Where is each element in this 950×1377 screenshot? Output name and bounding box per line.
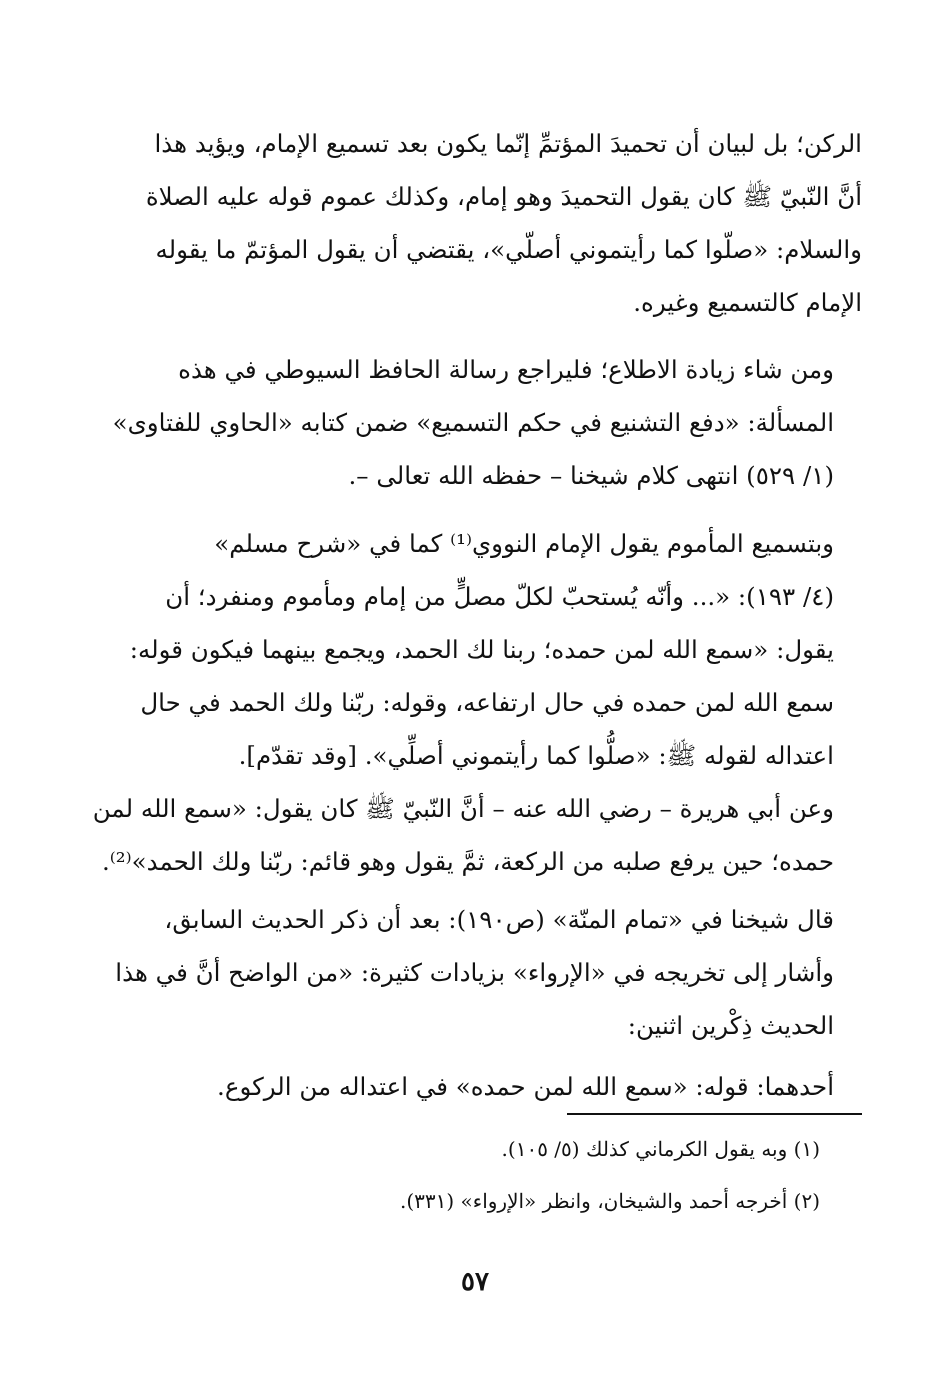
footnote-1: (١) وبه يقول الكرماني كذلك (٥/ ١٠٥). — [501, 1137, 820, 1161]
text-line: وبتسميع المأموم يقول الإمام النووي⁽¹⁾ كما في «شرح مسلم» — [214, 529, 834, 558]
text-line: الحديث ذِكْرين اثنين: — [627, 1011, 834, 1040]
footnote-2: (٢) أخرجه أحمد والشيخان، وانظر «الإرواء» (٣٣١). — [399, 1189, 820, 1213]
paragraph-1 — [85, 117, 862, 329]
text-line: الركن؛ بل لبيان أن تحميدَ المؤتمِّ إنّما يكون بعد تسميع الإمام، ويؤيد هذا — [154, 129, 862, 158]
text-line: ومن شاء زيادة الاطلاع؛ فليراجع رسالة الحافظ السيوطي في هذه — [178, 355, 834, 384]
page-number: ٥٧ — [461, 1267, 489, 1297]
text-line: (١/ ٥٢٩) انتهى كلام شيخنا – حفظه الله تعالى –. — [348, 461, 834, 490]
text-line: يقول: «سمع الله لمن حمده؛ ربنا لك الحمد، ويجمع بينهما فيكون قوله: — [129, 635, 834, 664]
text-line: المسألة: «دفع التشنيع في حكم التسميع» ضمن كتابه «الحاوي للفتاوى» — [112, 408, 834, 437]
paragraph-6 — [85, 1060, 862, 1113]
text-line: والسلام: «صلّوا كما رأيتموني أصلّي»، يقتضي أن يقول المؤتمّ ما يقوله — [155, 235, 862, 264]
text-line: أنَّ النّبيّ ﷺ كان يقول التحميدَ وهو إمام، وكذلك عموم قوله عليه الصلاة — [145, 182, 862, 211]
text-line: حمده؛ حين يرفع صلبه من الركعة، ثمَّ يقول وهو قائم: ربّنا ولك الحمد»⁽²⁾. — [101, 847, 834, 876]
text-line: اعتداله لقوله ﷺ: «صلُّوا كما رأيتموني أصلِّي». [وقد تقدّم]. — [238, 741, 834, 770]
text-line: أحدهما: قوله: «سمع الله لمن حمده» في اعتداله من الركوع. — [217, 1072, 834, 1101]
paragraph-2 — [85, 343, 862, 502]
text-line: وعن أبي هريرة – رضي الله عنه – أنَّ النّبيّ ﷺ كان يقول: «سمع الله لمن — [92, 794, 834, 823]
text-line: سمع الله لمن حمده في حال ارتفاعه، وقوله: ربّنا ولك الحمد في حال — [140, 688, 834, 717]
paragraph-4 — [85, 782, 862, 888]
footnote-separator — [567, 1113, 862, 1115]
paragraph-5 — [85, 893, 862, 1052]
text-line: الإمام كالتسميع وغيره. — [633, 288, 862, 317]
text-line: (٤/ ١٩٣): «... وأنّه يُستحبّ لكلّ مصلٍّ من إمام ومأموم ومنفرد؛ أن — [165, 582, 834, 611]
text-line: قال شيخنا في «تمام المنّة» (ص١٩٠): بعد أن ذكر الحديث السابق، — [164, 905, 834, 934]
paragraph-3 — [85, 517, 862, 782]
text-line: وأشار إلى تخريجه في «الإرواء» بزيادات كثيرة: «من الواضح أنَّ في هذا — [115, 958, 834, 987]
